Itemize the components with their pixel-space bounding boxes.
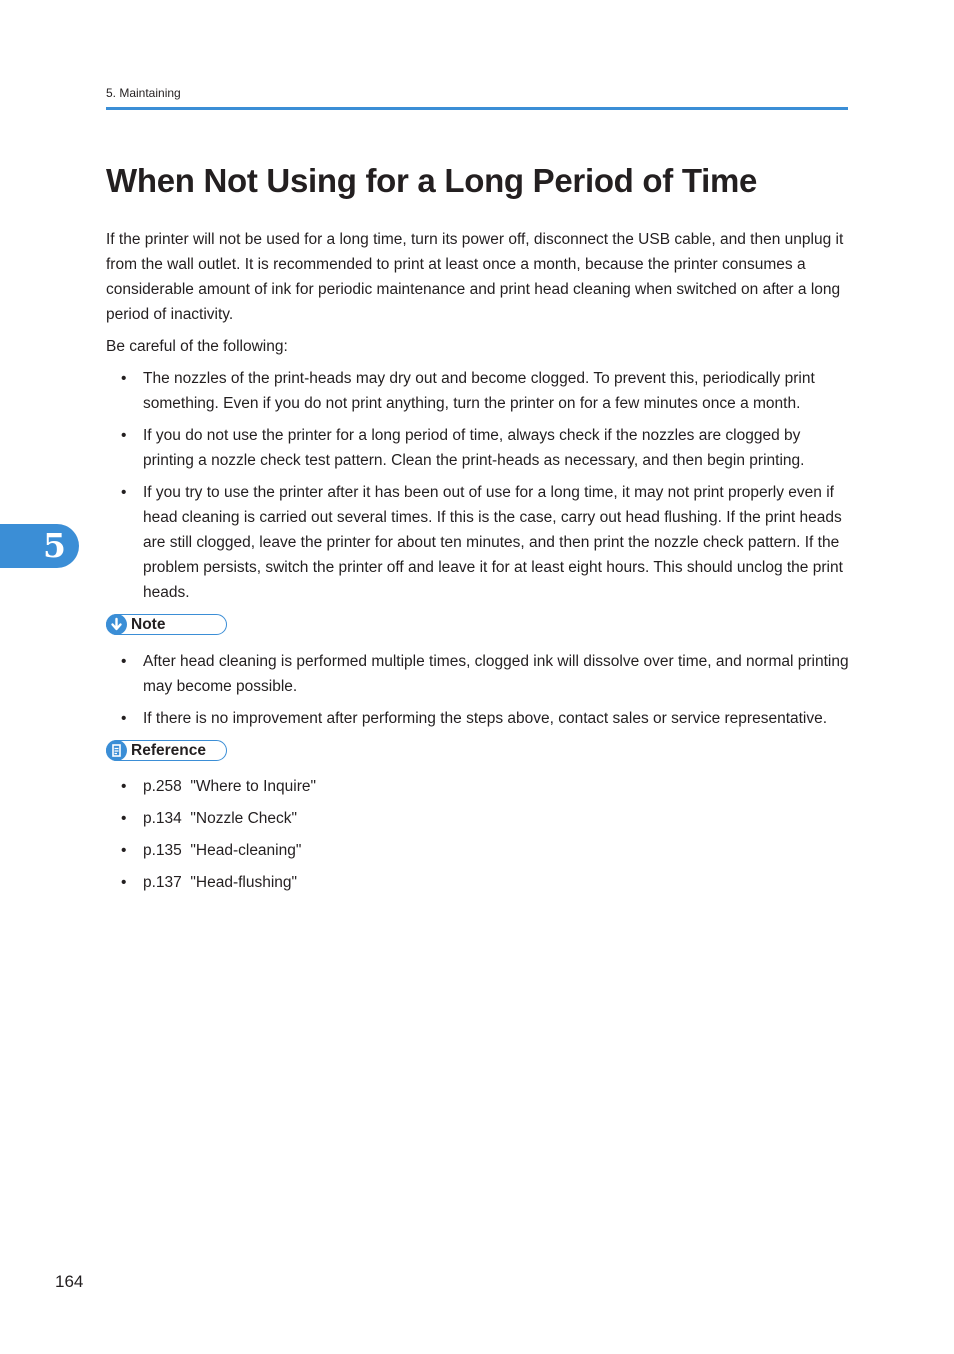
intro-paragraph: If the printer will not be used for a long time, turn its power off, disconnect the USB cable, and then unplug it from the wall outlet. It is recommended to print at least once a month, because the printer consumes a considerable amount of ink for periodic maintenance and print head cleaning when switched on after a long period of inactivity. — [106, 231, 844, 323]
reference-label: Reference — [131, 742, 206, 759]
reference-item[interactable] — [106, 838, 851, 863]
note-list — [106, 649, 851, 738]
reference-link[interactable]: p.135 "Head-cleaning" — [143, 842, 302, 859]
careful-list — [106, 366, 851, 612]
chapter-number: 5 — [43, 526, 66, 565]
reference-list — [106, 774, 851, 902]
running-head: 5. Maintaining — [106, 86, 181, 100]
reference-callout — [106, 740, 227, 761]
chapter-tab — [0, 524, 79, 568]
bullet: • — [121, 427, 127, 444]
list-item — [106, 480, 851, 605]
down-arrow-icon — [106, 614, 127, 635]
list-item-text: After head cleaning is performed multiple times, clogged ink will dissolve over time, and normal printing may become possible. — [143, 653, 849, 695]
list-item — [106, 423, 851, 473]
reference-link[interactable]: p.258 "Where to Inquire" — [143, 778, 316, 795]
page-number: 164 — [55, 1272, 84, 1291]
note-label: Note — [131, 616, 166, 633]
list-item — [106, 706, 851, 731]
list-item-text: If there is no improvement after performing the steps above, contact sales or service representative. — [143, 710, 828, 727]
document-icon — [106, 740, 127, 761]
bullet: • — [121, 484, 127, 501]
note-callout — [106, 614, 227, 635]
reference-item[interactable] — [106, 806, 851, 831]
reference-link[interactable]: p.137 "Head-flushing" — [143, 874, 298, 891]
list-item-text: The nozzles of the print-heads may dry out and become clogged. To prevent this, periodically print something. Even if you do not print anything, turn the printer on for a few minutes once a month. — [143, 370, 815, 412]
list-item-text: If you do not use the printer for a long period of time, always check if the nozzles are clogged by printing a nozzle check test pattern. Clean the print-heads as necessary, and then begin printing. — [143, 427, 805, 469]
page-title: When Not Using for a Long Period of Time — [106, 162, 758, 199]
bullet: • — [121, 874, 127, 891]
reference-link[interactable]: p.134 "Nozzle Check" — [143, 810, 298, 827]
header-rule — [106, 107, 848, 110]
list-item — [106, 366, 851, 416]
list-item-text: If you try to use the printer after it has been out of use for a long time, it may not print properly even if head cleaning is carried out several times. If this is the case, carry out head flushing. If the print heads are still clogged, leave the printer for about ten minutes, and then print the nozzle check pattern. If the problem persists, switch the printer off and leave it for at least eight hours. This should unclog the print heads. — [143, 484, 843, 601]
careful-label: Be careful of the following: — [106, 338, 288, 355]
reference-item[interactable] — [106, 870, 851, 895]
bullet: • — [121, 370, 127, 387]
bullet: • — [121, 778, 127, 795]
reference-item[interactable] — [106, 774, 851, 799]
list-item — [106, 649, 851, 699]
bullet: • — [121, 842, 127, 859]
bullet: • — [121, 710, 127, 727]
bullet: • — [121, 653, 127, 670]
bullet: • — [121, 810, 127, 827]
